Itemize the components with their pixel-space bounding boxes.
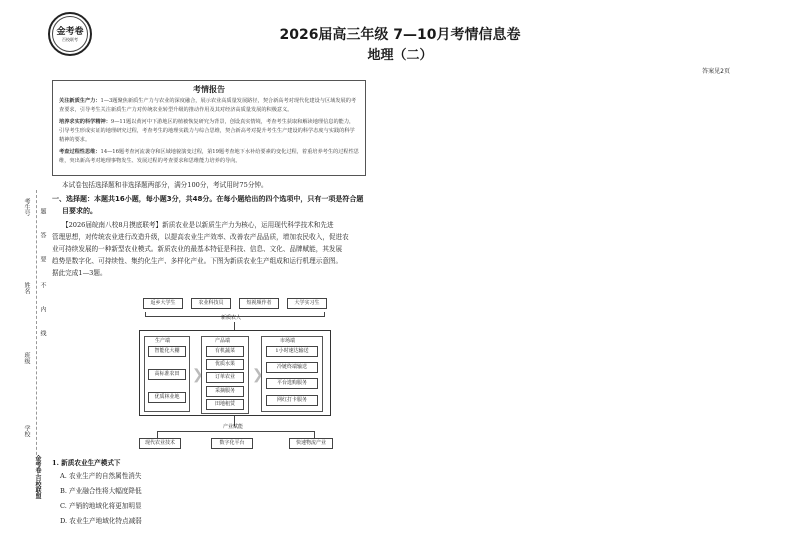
question-stem: 1. 新质农业生产模式下 [52, 459, 121, 467]
answer-page-note: 答案见2页 [702, 68, 730, 75]
market-title: 市场端 [280, 338, 296, 344]
exam-intro: 本试卷包括选择题和非选择题两部分，满分100分，考试用时75分钟。 [62, 181, 268, 189]
seal-mark: 内 [39, 306, 46, 312]
product-item: 有机蔬菜 [206, 346, 244, 357]
new-farmers-label: 新质农人 [221, 315, 242, 321]
report-item-text: 14—16题考查河流袭夺和区域地貌演变过程，第19题考查地下水补给要素的变化过程，着重培养考生的过程性思维，突出新高考对地理事物发生、发展过程的考查要求和思维能力培养的导向。 [59, 149, 359, 164]
report-item-text: 1—3题聚焦新质生产力与农业的深度融合，展示农业高质量发展路径，契合新高考对现代化建设与区域发展的考查要求，引导考生关注新质生产力对传统农业转型升级的推动作用及其对经济高质量发展的积极意义。 [59, 98, 357, 113]
section-heading-line2: 目要求的。 [62, 207, 97, 215]
page-subtitle: 地理（二） [367, 48, 433, 63]
new-agriculture-diagram [135, 290, 335, 458]
passage-line: 【2026届皖南八校8月摸底联考】新质农业是以新质生产力为核心，运用现代科学技术和先进 [62, 221, 334, 229]
passage-line: 据此完成1—3题。 [52, 269, 107, 277]
candidate-number-label: 考生号 [23, 198, 30, 216]
report-heading: 考情报告 [193, 85, 225, 94]
report-item-text: 9—11题以黄河中下游地区的植被恢复研究为背景，创设真实情境，考查考生获取和解读地理信息的能力，引导考生形成实证的地理研究过程，考查考生的地理实践力与综合思维，契合新高考对提升考生生产建设的科学态度与实践的科学精神的要求。 [59, 119, 355, 143]
section-heading-line1: 一、选择题：本题共16小题，每小题3分，共48分。在每小题给出的四个选项中，只有一项是符合题 [52, 195, 364, 203]
exam-report-box [52, 80, 366, 176]
connector [157, 431, 315, 438]
bottom-chip: 现代农业技术 [139, 438, 181, 449]
market-item: 1小时速达输送 [266, 346, 318, 357]
industry-label: 产业赋能 [223, 424, 244, 430]
school-label: 学校 [23, 425, 30, 437]
bottom-chip: 快速物流产业 [289, 438, 333, 449]
passage-line: 业可持续发展的一种新型农业模式。新质农业的最基本特征是科技、信息、文化、品牌赋能，其发展 [52, 245, 343, 253]
flow-arrow-icon: ❯ [192, 367, 204, 383]
report-item-label: 考查过程性思维： [59, 149, 101, 155]
report-item [59, 118, 359, 145]
seal-mark: 答 [39, 232, 46, 238]
name-label: 姓名 [23, 282, 30, 294]
product-item: 采摘服务 [206, 386, 244, 397]
market-item: 网红打卡服务 [266, 395, 318, 406]
product-item: 优质水果 [206, 359, 244, 370]
report-item-label: 关注新质生产力： [59, 98, 101, 104]
top-chip: 短视频作者 [239, 298, 279, 309]
connector [234, 322, 235, 330]
seal-mark: 线 [39, 330, 46, 336]
product-title: 产品端 [215, 338, 231, 344]
bottom-chip: 数字化平台 [211, 438, 253, 449]
class-label: 班级 [23, 352, 30, 364]
option-c: C. 产销的地域化将更加明显 [60, 502, 142, 510]
flow-arrow-icon: ❯ [252, 367, 264, 383]
seal-mark: 要 [39, 256, 46, 262]
production-title: 生产端 [155, 338, 171, 344]
option-d: D. 农业生产地域化特点减弱 [60, 517, 142, 525]
binding-line [36, 190, 37, 465]
report-item [59, 148, 359, 166]
page-title: 2026届高三年级 7—10月考情信息卷 [279, 27, 521, 43]
production-item: 优质林业地 [148, 392, 186, 403]
market-item: 冷链终端输送 [266, 362, 318, 373]
seal-mark: 题 [39, 208, 46, 214]
passage-line: 趋势是数字化、可持续性、集约化生产、多样化产业。下图为新质农业生产组成和运行机理示意图。 [52, 257, 343, 265]
logo-subtext: 百校联考 [62, 36, 78, 42]
market-item: 平台选购服务 [266, 378, 318, 389]
product-item: 订单农业 [206, 372, 244, 383]
report-item-label: 培养求实的科学精神： [59, 119, 111, 125]
seal-mark: 不 [39, 282, 46, 288]
report-item [59, 97, 359, 115]
league-label: 金考卷·百校联盟 [34, 455, 41, 500]
option-a: A. 农业生产的自然属性消失 [60, 472, 142, 480]
production-item: 智能化大棚 [148, 346, 186, 357]
option-b: B. 产业融合性将大幅度降低 [60, 487, 142, 495]
passage-line: 管理思想，对传统农业进行改造升级，以提高农业生产效率、改善农产品品质，增加农民收入，促进农 [52, 233, 349, 241]
top-chip: 大学实习生 [287, 298, 327, 309]
top-chip: 返乡大学生 [143, 298, 183, 309]
top-chip: 农业科技员 [191, 298, 231, 309]
product-item: 田地租赁 [206, 399, 244, 410]
logo-text: 金考卷 [56, 26, 84, 37]
production-item: 高标准农田 [148, 369, 186, 380]
